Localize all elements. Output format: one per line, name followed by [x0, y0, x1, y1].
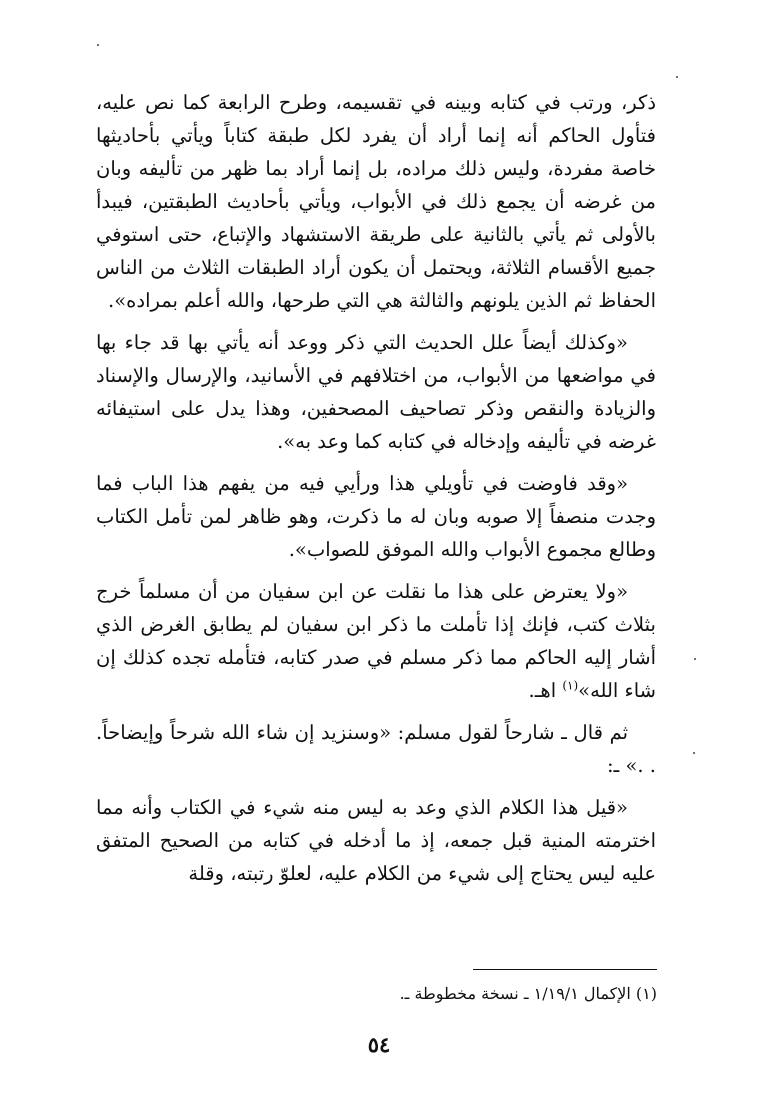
page-number: ٥٤ — [367, 1032, 391, 1057]
footnote-divider — [473, 969, 657, 970]
paragraph — [96, 575, 656, 707]
scan-speck — [676, 76, 678, 78]
paragraph: ذكر، ورتب في كتابه وبينه في تقسيمه، وطرح الرابعة كما نص عليه، فتأول الحاكم أنه إنما أراد أن يفرد لكل طبقة كتاباً ويأتي بأحاديثها خاصة مفردة، وليس ذلك مراده، بل إنما أراد بما ظهر من تأليفه وبان من غرضه أن يجمع ذلك في الأبواب، ويأتي بأحاديث الطبقتين، فيبدأ بالأولى ثم يأتي بالثانية على طريقة الاستشهاد والإتباع، حتى استوفي جميع الأقسام الثلاثة، ويحتمل أن يكون أراد الطبقات الثلاث من الناس الحفاظ ثم الذين يلونهم والثالثة هي التي طرحها، والله أعلم بمراده». — [96, 91, 656, 312]
footnote-number: (١) — [635, 984, 657, 1003]
footnote-text: الإكمال ١/١٩/١ ـ نسخة مخطوطة ـ. — [399, 984, 631, 1003]
scan-speck — [694, 658, 696, 660]
paragraph-text: اهـ. — [528, 679, 563, 702]
paragraph: «وقد فاوضت في تأويلي هذا ورأيي فيه من يفهم هذا الباب فما وجدت منصفاً إلا صوبه وبان له ما ذكرت، وهو ظاهر لمن تأمل الكتاب وطالع مجموع الأبواب والله الموفق للصواب». — [96, 472, 656, 561]
footnote-reference[interactable]: (١) — [562, 678, 579, 693]
scan-speck — [97, 44, 99, 46]
footnote — [137, 981, 657, 1007]
paragraph-text: «ولا يعترض على هذا ما نقلت عن ابن سفيان من أن مسلماً خرج بثلاث كتب، فإنك إذا تأملت ما ذكر ابن سفيان لم يطابق الغرض الذي أشار إليه الحاكم مما ذكر مسلم في صدر كتابه، فتأمله تجده كذلك إن شاء الله» — [96, 580, 656, 702]
paragraph: «وكذلك أيضاً علل الحديث التي ذكر ووعد أنه يأتي بها قد جاء بها في مواضعها من الأبواب، من اختلافهم في الأسانيد، والإرسال والإسناد والزيادة والنقص وذكر تصاحيف المصحفين، وهذا يدل على استيفائه غرضه في تأليفه وإدخاله في كتابه كما وعد به». — [96, 331, 656, 453]
scan-speck — [693, 752, 695, 754]
paragraph: «قيل هذا الكلام الذي وعد به ليس منه شيء في الكتاب وأنه مما اخترمته المنية قبل جمعه، إذ ما أدخله في كتابه من الصحيح المتفق عليه ليس يحتاج إلى شيء من الكلام عليه، لعلوّ رتبته، وقلة — [96, 796, 656, 885]
paragraph: ثم قال ـ شارحاً لقول مسلم: «وسنزيد إن شاء الله شرحاً وإيضاحاً. . .» ـ: — [96, 721, 656, 777]
body-text — [96, 86, 656, 899]
